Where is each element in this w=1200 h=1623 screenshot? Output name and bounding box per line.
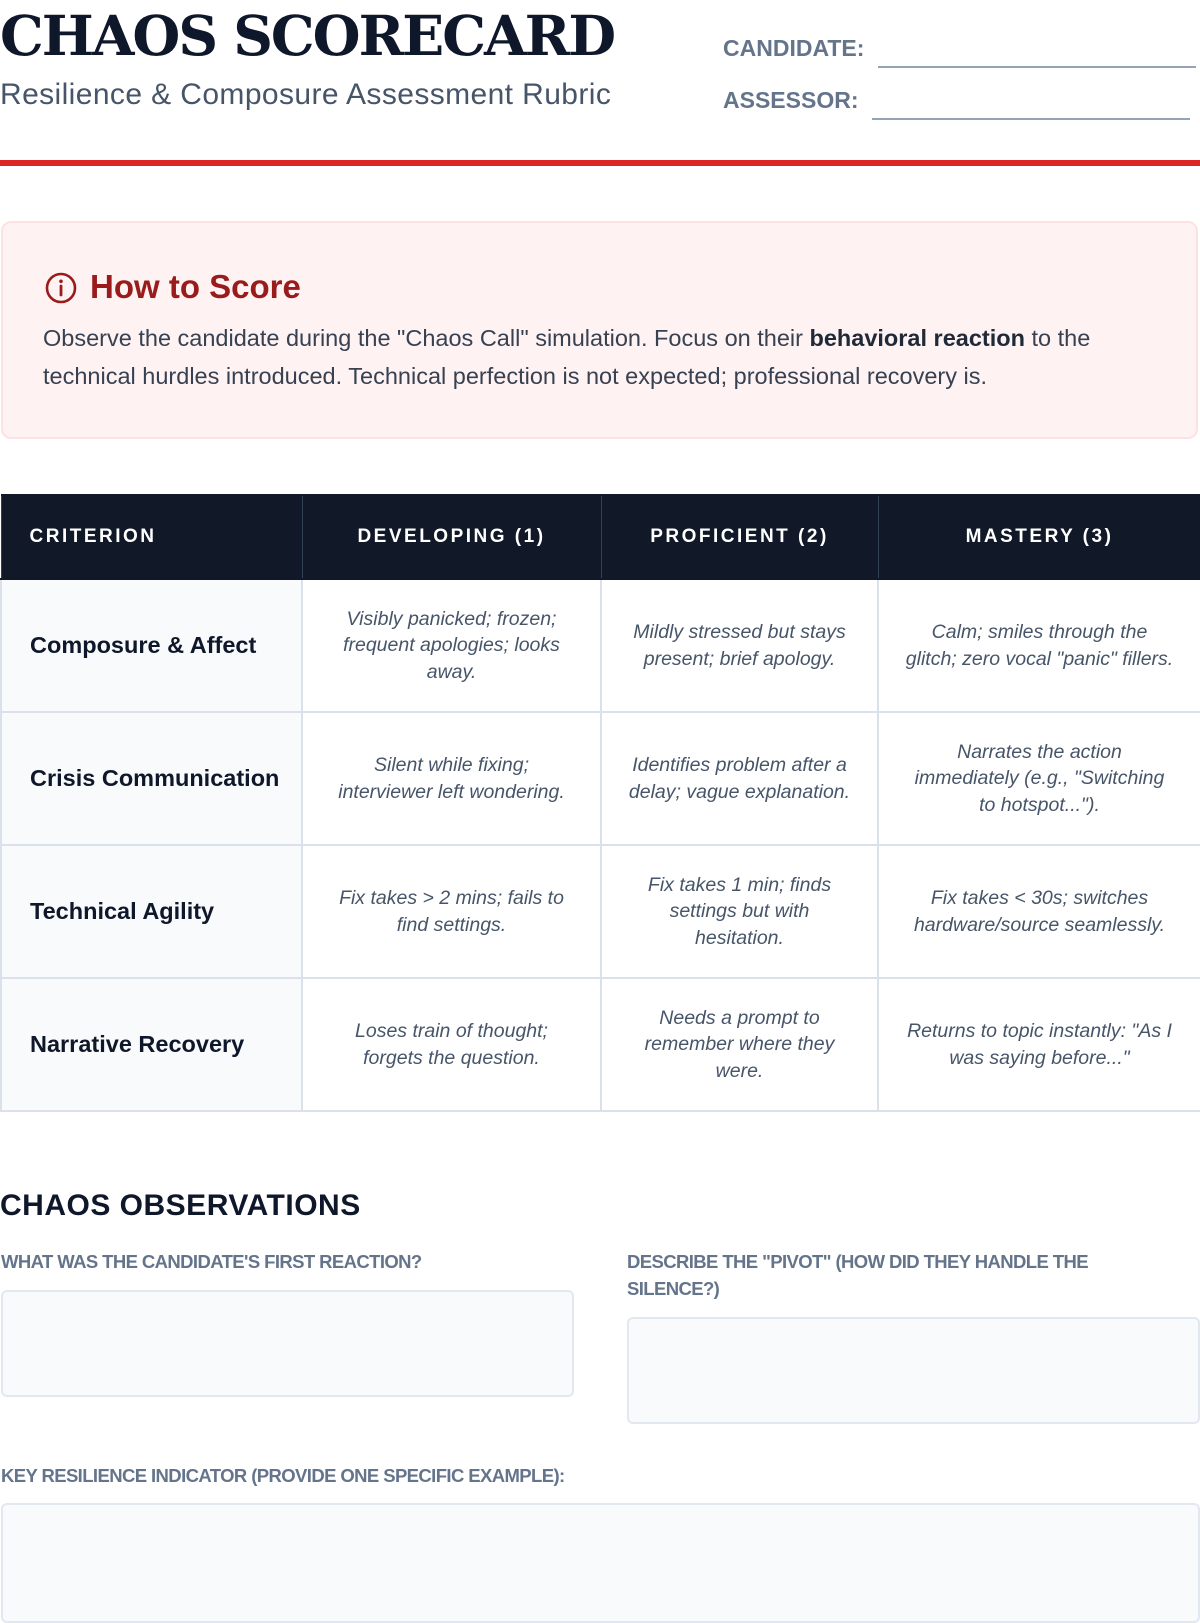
how-to-score-text (43, 319, 1163, 395)
page-title: CHAOS SCORECARD (0, 3, 615, 68)
how-to-score-text-end: to the technical hurdles introduced. Technical perfection is not expected; professional recovery is. (43, 325, 1091, 389)
proficient-cell[interactable]: Mildly stressed but stays present; brief apology. (601, 579, 878, 712)
table-row (1, 978, 1200, 1111)
mastery-cell[interactable]: Narrates the action immediately (e.g., "Switching to hotspot..."). (878, 712, 1200, 845)
candidate-field[interactable] (878, 28, 1196, 68)
table-row (1, 579, 1200, 712)
column-header-proficient: PROFICIENT (2) (601, 495, 878, 579)
column-header-criterion: CRITERION (1, 495, 302, 579)
rubric-header-row (1, 495, 1200, 579)
developing-cell[interactable]: Silent while fixing; interviewer left wondering. (302, 712, 601, 845)
key-indicator-textarea[interactable] (1, 1503, 1200, 1623)
how-to-score-panel (1, 221, 1198, 439)
criterion-cell: Narrative Recovery (1, 978, 302, 1111)
header-divider (0, 160, 1200, 166)
how-to-score-emphasis: behavioral reaction (809, 325, 1025, 351)
developing-cell[interactable]: Loses train of thought; forgets the question. (302, 978, 601, 1111)
scorecard-header (0, 0, 1200, 166)
first-reaction-label: WHAT WAS THE CANDIDATE'S FIRST REACTION? (1, 1251, 422, 1272)
how-to-score-title: How to Score (90, 268, 301, 305)
proficient-cell[interactable]: Needs a prompt to remember where they were. (601, 978, 878, 1111)
assessor-row (723, 80, 1190, 120)
criterion-cell: Crisis Communication (1, 712, 302, 845)
proficient-cell[interactable]: Fix takes 1 min; finds settings but with hesitation. (601, 845, 878, 978)
pivot-textarea[interactable] (627, 1317, 1200, 1424)
table-row (1, 845, 1200, 978)
proficient-cell[interactable]: Identifies problem after a delay; vague explanation. (601, 712, 878, 845)
page-subtitle: Resilience & Composure Assessment Rubric (0, 78, 612, 111)
developing-cell[interactable]: Fix takes > 2 mins; fails to find settings. (302, 845, 601, 978)
rubric-table (0, 494, 1200, 1112)
observations-title: CHAOS OBSERVATIONS (0, 1189, 361, 1222)
column-header-developing: DEVELOPING (1) (302, 495, 601, 579)
info-circle-icon (44, 271, 78, 305)
mastery-cell[interactable]: Fix takes < 30s; switches hardware/source seamlessly. (878, 845, 1200, 978)
criterion-cell: Composure & Affect (1, 579, 302, 712)
pivot-label: DESCRIBE THE "PIVOT" (HOW DID THEY HANDLE THE SILENCE?) (627, 1251, 1088, 1299)
mastery-cell[interactable]: Returns to topic instantly: "As I was saying before..." (878, 978, 1200, 1111)
table-row (1, 712, 1200, 845)
column-header-mastery: MASTERY (3) (878, 495, 1200, 579)
first-reaction-textarea[interactable] (1, 1290, 574, 1397)
assessor-field[interactable] (872, 80, 1190, 120)
mastery-cell[interactable]: Calm; smiles through the glitch; zero vocal "panic" fillers. (878, 579, 1200, 712)
key-indicator-label: KEY RESILIENCE INDICATOR (PROVIDE ONE SPECIFIC EXAMPLE): (1, 1465, 565, 1486)
candidate-row (723, 28, 1196, 68)
candidate-label: CANDIDATE: (723, 35, 865, 61)
how-to-score-text-start: Observe the candidate during the "Chaos Call" simulation. Focus on their (43, 325, 810, 351)
developing-cell[interactable]: Visibly panicked; frozen; frequent apologies; looks away. (302, 579, 601, 712)
criterion-cell: Technical Agility (1, 845, 302, 978)
assessor-label: ASSESSOR: (723, 87, 859, 113)
